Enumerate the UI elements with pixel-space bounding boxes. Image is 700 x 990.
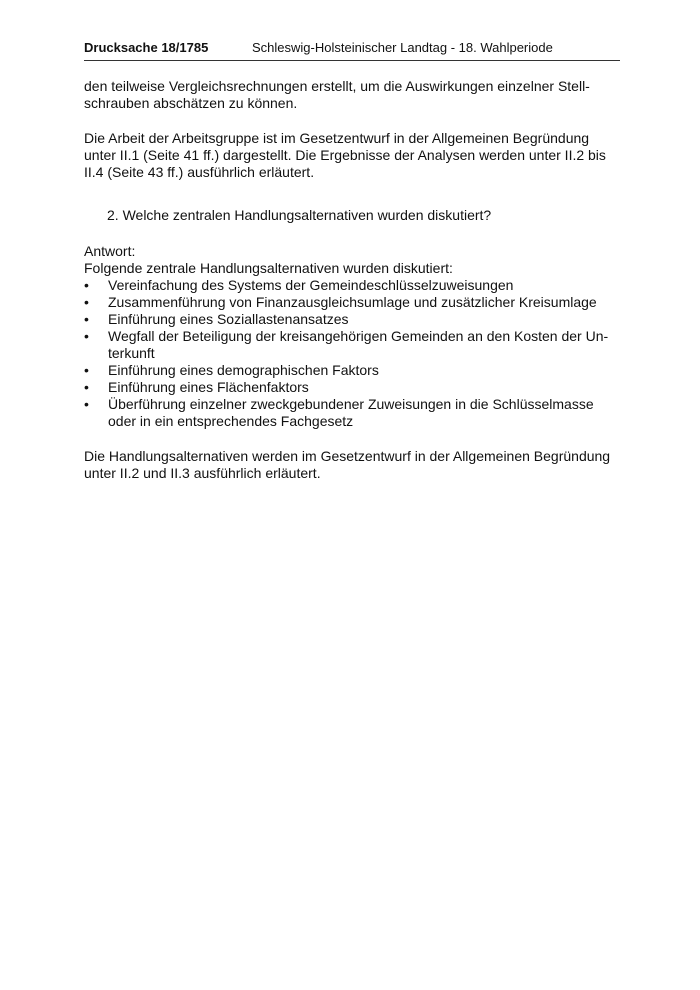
list-item bbox=[84, 311, 620, 328]
list-item bbox=[84, 379, 620, 396]
paragraph-2-line: unter II.1 (Seite 41 ff.) dargestellt. Die Ergebnisse der Analysen werden unter II.2 bis bbox=[84, 147, 606, 163]
answer-label: Antwort: bbox=[84, 243, 136, 259]
list-item-text: Wegfall der Beteiligung der kreisangehörigen Gemeinden an den Kosten der Un- bbox=[108, 328, 609, 344]
bullet-icon: • bbox=[84, 294, 89, 310]
alternatives-list bbox=[84, 277, 620, 430]
paragraph-2 bbox=[84, 130, 620, 181]
list-item-text: Zusammenführung von Finanzausgleichsumlage und zusätzlicher Kreisumlage bbox=[108, 294, 597, 310]
paragraph-2-line: Die Arbeit der Arbeitsgruppe ist im Gesetzentwurf in der Allgemeinen Begründung bbox=[84, 130, 590, 146]
bullet-icon: • bbox=[84, 396, 89, 412]
paragraph-1-line: den teilweise Vergleichsrechnungen erstellt, um die Auswirkungen einzelner Stell- bbox=[84, 78, 590, 94]
paragraph-1 bbox=[84, 78, 620, 112]
document-body bbox=[84, 78, 620, 482]
parliament-title: Schleswig-Holsteinischer Landtag - 18. Wahlperiode bbox=[252, 40, 553, 55]
closing-line: unter II.2 und II.3 ausführlich erläutert. bbox=[84, 465, 321, 481]
list-item-text: Einführung eines demographischen Faktors bbox=[108, 362, 379, 378]
list-item-text: Vereinfachung des Systems der Gemeindeschlüsselzuweisungen bbox=[108, 277, 514, 293]
bullet-icon: • bbox=[84, 311, 89, 327]
closing-line: Die Handlungsalternativen werden im Gesetzentwurf in der Allgemeinen Begründung bbox=[84, 448, 611, 464]
bullet-icon: • bbox=[84, 328, 89, 344]
list-item bbox=[84, 328, 620, 362]
bullet-icon: • bbox=[84, 277, 89, 293]
bullet-icon: • bbox=[84, 362, 89, 378]
document-number: Drucksache 18/1785 bbox=[84, 40, 209, 55]
list-item bbox=[84, 294, 620, 311]
answer-intro: Folgende zentrale Handlungsalternativen wurden diskutiert: bbox=[84, 260, 453, 276]
paragraph-2-line: II.4 (Seite 43 ff.) ausführlich erläutert. bbox=[84, 164, 315, 180]
list-item-text: oder in ein entsprechendes Fachgesetz bbox=[108, 413, 354, 429]
closing-paragraph bbox=[84, 448, 620, 482]
question-2: 2. Welche zentralen Handlungsalternativen wurden diskutiert? bbox=[107, 207, 492, 223]
list-item-text: Einführung eines Soziallastenansatzes bbox=[108, 311, 349, 327]
paragraph-1-line: schrauben abschätzen zu können. bbox=[84, 95, 298, 111]
list-item bbox=[84, 277, 620, 294]
list-item-text: Überführung einzelner zweckgebundener Zuweisungen in die Schlüsselmasse bbox=[108, 396, 594, 412]
bullet-icon: • bbox=[84, 379, 89, 395]
list-item bbox=[84, 396, 620, 430]
list-item-text: Einführung eines Flächenfaktors bbox=[108, 379, 309, 395]
page-header bbox=[84, 38, 620, 61]
list-item bbox=[84, 362, 620, 379]
list-item-text: terkunft bbox=[108, 345, 155, 361]
